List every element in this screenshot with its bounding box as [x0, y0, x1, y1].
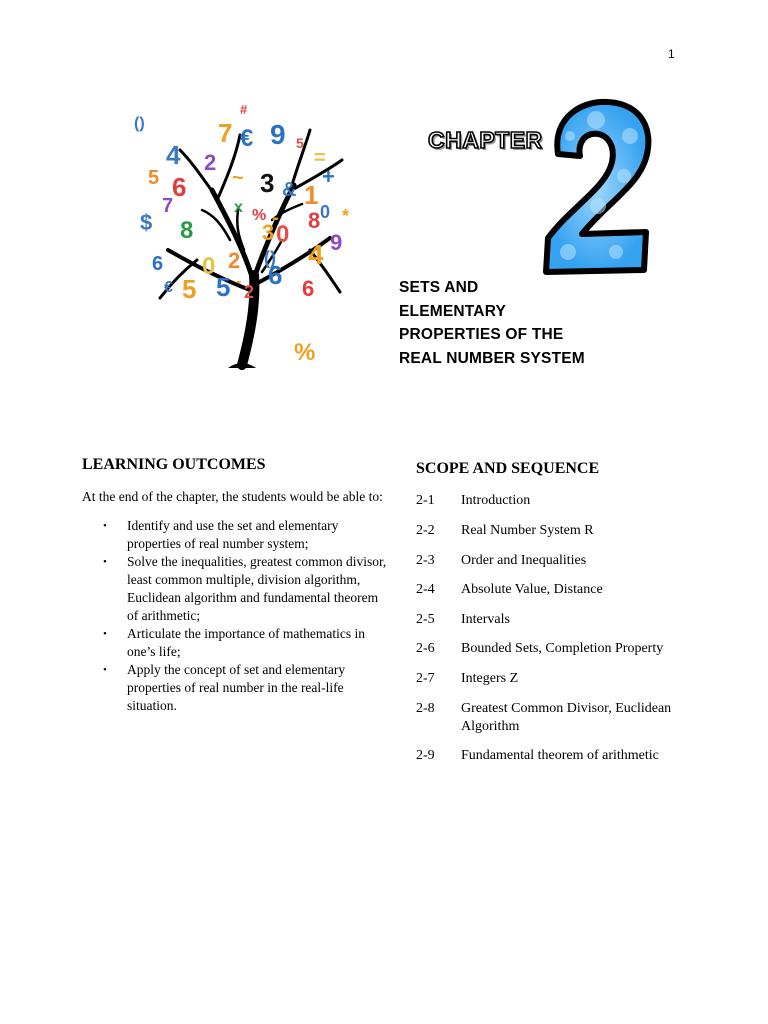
scope-item-number: 2-4 — [416, 582, 435, 597]
number-tree-icon — [132, 100, 364, 372]
tree-symbol: 2 — [228, 248, 241, 273]
scope-sequence-list — [416, 492, 716, 765]
bullet-icon: • — [103, 556, 107, 568]
scope-item — [416, 640, 716, 658]
tree-symbol: 5 — [148, 167, 160, 189]
scope-item-label: Real Number System R — [461, 523, 594, 538]
scope-item-label: Greatest Common Divisor, Euclidean Algorithm — [461, 701, 672, 734]
scope-item-number: 2-6 — [416, 641, 435, 656]
scope-item-number: 2-8 — [416, 701, 435, 716]
scope-item-label: Fundamental theorem of arithmetic — [461, 748, 659, 763]
scope-item — [416, 747, 716, 765]
scope-item-label: Intervals — [461, 612, 510, 627]
tree-symbol: * — [342, 206, 350, 226]
tree-symbol: € — [164, 279, 173, 296]
tree-symbol: = — [314, 147, 326, 169]
tree-symbol: € — [240, 125, 254, 152]
tree-symbol: 9 — [270, 119, 286, 150]
chapter-title-line: REAL NUMBER SYSTEM — [399, 349, 585, 367]
chapter-number-graphic — [538, 96, 656, 278]
tree-symbol: 2 — [244, 282, 255, 302]
tree-symbol: x — [234, 199, 243, 216]
scope-item-number: 2-1 — [416, 493, 435, 508]
tree-symbol: ~ — [232, 167, 244, 189]
tree-symbol: 7 — [218, 118, 233, 148]
scope-item-label: Introduction — [461, 493, 531, 508]
bullet-icon: • — [103, 628, 107, 640]
tree-symbol: 8 — [180, 217, 194, 244]
tree-symbol: 1 — [304, 180, 319, 210]
scope-item — [416, 552, 716, 570]
scope-item-number: 2-7 — [416, 671, 435, 686]
learning-outcome-item — [100, 553, 390, 625]
learning-outcome-text: Solve the inequalities, greatest common divisor, least common multiple, division algorithm, Euclidean algorithm and fundamental theorem of arithmetic; — [127, 554, 387, 623]
tree-symbol: & — [282, 179, 297, 201]
tree-symbol: % — [252, 207, 267, 224]
learning-outcome-text: Identify and use the set and elementary properties of real number system; — [127, 518, 339, 551]
tree-symbol: $ — [140, 210, 153, 235]
tree-symbol: 7 — [162, 195, 174, 217]
bullet-icon: • — [103, 664, 107, 676]
tree-symbol: 4 — [166, 140, 181, 170]
scope-item — [416, 611, 716, 629]
scope-item — [416, 492, 716, 510]
tree-symbol: 4 — [308, 239, 324, 270]
tree-symbol: 8 — [308, 208, 321, 233]
learning-outcome-text: Apply the concept of set and elementary properties of real number in the real-life situation. — [127, 662, 346, 713]
tree-symbol: 3 — [262, 220, 275, 245]
scope-item-number: 2-2 — [416, 523, 435, 538]
tree-symbol: 6 — [172, 172, 187, 202]
page-number: 1 — [668, 47, 675, 61]
tree-symbol: 5 — [296, 135, 304, 151]
tree-symbol: % — [294, 339, 316, 366]
tree-symbol: 6 — [268, 260, 283, 290]
scope-item — [416, 670, 716, 688]
tree-symbol: 0 — [202, 253, 216, 280]
learning-outcome-item — [100, 661, 390, 715]
tree-symbol: () — [264, 248, 276, 268]
tree-symbol: + — [322, 164, 335, 189]
tree-symbol: 0 — [320, 202, 331, 222]
tree-symbol: 6 — [302, 276, 315, 301]
tree-symbol: 6 — [152, 253, 164, 275]
learning-outcome-text: Articulate the importance of mathematics in one’s life; — [127, 626, 366, 659]
tree-symbol: 2 — [204, 150, 217, 175]
chapter-label: CHAPTER — [428, 127, 543, 153]
chapter-title-line: SETS AND — [399, 279, 479, 296]
scope-item-number: 2-9 — [416, 748, 435, 763]
learning-outcome-item — [100, 625, 390, 661]
scope-item-number: 2-3 — [416, 553, 435, 568]
tree-symbol: 9 — [330, 230, 343, 255]
tree-symbol: 0 — [276, 221, 290, 248]
tree-symbol: 3 — [260, 168, 275, 198]
bullet-icon: • — [103, 520, 107, 532]
scope-item-label: Absolute Value, Distance — [461, 582, 603, 597]
tree-symbol: # — [240, 102, 248, 117]
learning-outcomes-intro: At the end of the chapter, the students would be able to: — [82, 489, 383, 504]
tree-symbol: - — [236, 273, 242, 290]
tree-symbol: 5 — [182, 274, 197, 304]
learning-outcome-item — [100, 517, 390, 553]
chapter-title — [399, 276, 639, 370]
tree-symbol: - — [272, 207, 279, 229]
scope-item — [416, 700, 716, 736]
scope-item-label: Order and Inequalities — [461, 553, 587, 568]
tree-symbol: 5 — [216, 272, 231, 302]
scope-item — [416, 522, 716, 540]
learning-outcomes-list — [100, 517, 390, 715]
scope-sequence-heading: SCOPE AND SEQUENCE — [416, 460, 600, 477]
chapter-title-line: PROPERTIES OF THE — [399, 326, 564, 343]
scope-item-label: Integers Z — [461, 671, 519, 686]
learning-outcomes-heading: LEARNING OUTCOMES — [82, 456, 266, 473]
scope-item-number: 2-5 — [416, 612, 435, 627]
tree-symbol: () — [134, 115, 145, 132]
scope-item — [416, 581, 716, 599]
chapter-title-line: ELEMENTARY — [399, 302, 507, 320]
scope-item-label: Bounded Sets, Completion Property — [461, 641, 664, 656]
